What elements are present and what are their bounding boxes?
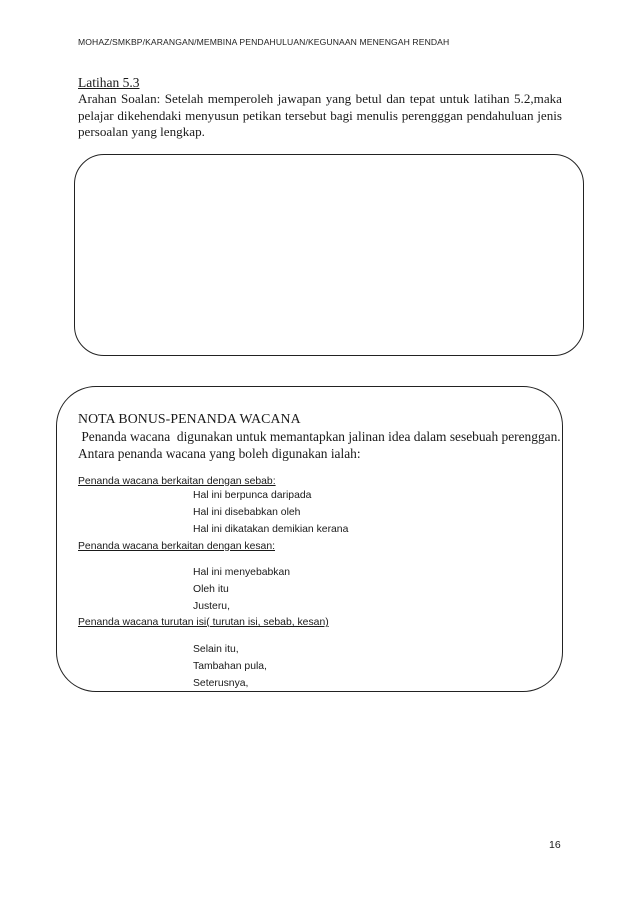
- list-item: Oleh itu: [193, 584, 229, 595]
- notes-intro-line: Antara penanda wacana yang boleh digunakan ialah:: [78, 446, 361, 461]
- section-title-kesan: Penanda wacana berkaitan dengan kesan:: [78, 541, 275, 552]
- list-item: Tambahan pula,: [193, 661, 267, 672]
- exercise-instruction: Arahan Soalan: Setelah memperoleh jawapan yang betul dan tepat untuk latihan 5.2,maka pelajar dikehendaki menyusun petikan tersebut bagi menulis perengggan pendahuluan jenis persoalan yang lengkap.: [78, 91, 562, 139]
- list-item: Hal ini disebabkan oleh: [193, 507, 301, 518]
- section-title-sebab: Penanda wacana berkaitan dengan sebab:: [78, 476, 276, 487]
- page-number: 16: [549, 839, 561, 851]
- list-item: Selain itu,: [193, 644, 239, 655]
- list-item: Justeru,: [193, 601, 230, 612]
- list-item: Seterusnya,: [193, 678, 249, 689]
- exercise-title: Latihan 5.3: [78, 75, 140, 90]
- page-header: MOHAZ/SMKBP/KARANGAN/MEMBINA PENDAHULUAN/KEGUNAAN MENENGAH RENDAH: [78, 37, 450, 47]
- list-item: Hal ini dikatakan demikian kerana: [193, 524, 349, 535]
- notes-heading: NOTA BONUS-PENANDA WACANA: [78, 411, 301, 426]
- list-item: Hal ini berpunca daripada: [193, 490, 312, 501]
- list-item: Hal ini menyebabkan: [193, 567, 291, 578]
- notes-intro: [78, 428, 561, 462]
- notes-intro-line: Penanda wacana digunakan untuk memantapkan jalinan idea dalam sesebuah perenggan.: [78, 429, 561, 444]
- section-title-turutan: Penanda wacana turutan isi( turutan isi, sebab, kesan): [78, 617, 329, 628]
- answer-box: [74, 154, 584, 356]
